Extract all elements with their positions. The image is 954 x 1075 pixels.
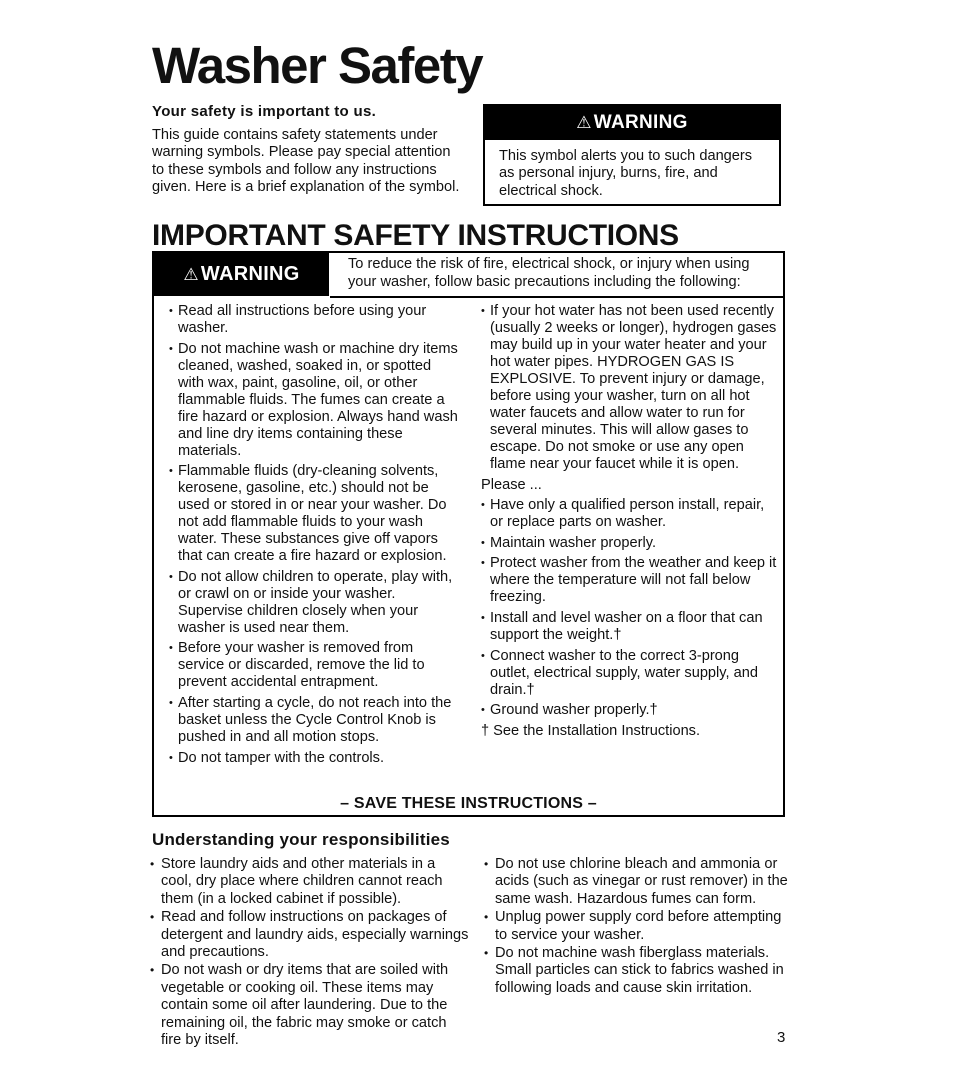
- list-item: • Do not allow children to operate, play with, or crawl on or inside your washer. Supervise children closely when your washer is used near them.: [169, 569, 459, 637]
- list-item: • Maintain washer properly.: [481, 535, 777, 552]
- list-item: • Unplug power supply cord before attempting to service your washer.: [484, 909, 790, 944]
- list-item: • Do not machine wash fiberglass materials. Small particles can stick to fabrics washed in following loads and cause skin irritation.: [484, 945, 790, 997]
- list-item: • Do not wash or dry items that are soiled with vegetable or cooking oil. These items may contain some oil after laundering. Due to the remaining oil, the fabric may smoke or catch fire by itself.: [150, 962, 470, 1049]
- important-warning-banner: [154, 253, 329, 296]
- list-item: • Ground washer properly.†: [481, 702, 777, 719]
- warning-triangle-icon: ⚠: [183, 264, 199, 284]
- page-title: Washer Safety: [152, 37, 483, 94]
- list-item: • Read and follow instructions on packages of detergent and laundry aids, especially warnings and precautions.: [150, 909, 470, 961]
- list-item: • After starting a cycle, do not reach into the basket unless the Cycle Control Knob is pushed in and all motion stops.: [169, 695, 459, 746]
- safety-right-column: [481, 303, 777, 743]
- list-item: • Connect washer to the correct 3-prong outlet, electrical supply, water supply, and drain.†: [481, 648, 777, 699]
- list-item: • Protect washer from the weather and keep it where the temperature will not fall below freezing.: [481, 555, 777, 606]
- list-item: • Before your washer is removed from service or discarded, remove the lid to prevent accidental entrapment.: [169, 640, 459, 691]
- warning-banner: [485, 106, 779, 140]
- list-item: • Do not machine wash or machine dry items cleaned, washed, soaked in, or spotted with wax, paint, gasoline, oil, or other flammable fluids. The fumes can create a fire hazard or explosion. Always hand wash and line dry items containing these materials.: [169, 341, 459, 460]
- list-item: • Do not use chlorine bleach and ammonia or acids (such as vinegar or rust remover) in the same wash. Hazardous fumes can form.: [484, 856, 790, 908]
- important-safety-heading: IMPORTANT SAFETY INSTRUCTIONS: [152, 219, 679, 252]
- please-label: Please ...: [481, 476, 542, 493]
- list-item: • If your hot water has not been used recently (usually 2 weeks or longer), hydrogen gases may build up in your water heater and your hot water pipes. HYDROGEN GAS IS EXPLOSIVE. To prevent injury or damage, before using your washer, turn on all hot water faucets and allow water to run for several minutes. This will allow gases to escape. Do not smoke or use any open flame near your faucet while it is open.: [481, 303, 777, 473]
- list-item: • Read all instructions before using your washer.: [169, 303, 459, 337]
- divider: [330, 296, 783, 298]
- responsibilities-right-column: [484, 856, 790, 998]
- warning-label: WARNING: [200, 263, 300, 285]
- warning-intro-text: To reduce the risk of fire, electrical shock, or injury when using your washer, follow basic precautions including the following:: [348, 256, 750, 290]
- list-item: • Install and level washer on a floor that can support the weight.†: [481, 610, 777, 644]
- intro-heading: Your safety is important to us.: [152, 103, 377, 120]
- responsibilities-heading: Understanding your responsibilities: [152, 830, 450, 849]
- list-item: • Have only a qualified person install, repair, or replace parts on washer.: [481, 497, 777, 531]
- page-number: 3: [777, 1029, 786, 1046]
- safety-left-column: [169, 303, 459, 770]
- warning-symbol-box: [483, 104, 781, 206]
- intro-text: This guide contains safety statements under warning symbols. Please pay special attention to these symbols and follow any instructions given. Here is a brief explanation of the symbol.: [152, 127, 460, 195]
- list-item: • Flammable fluids (dry-cleaning solvents, kerosene, gasoline, etc.) should not be used or stored in or near your washer. Do not add flammable fluids to your wash water. These substances give off vapors that can create a fire hazard or explosion.: [169, 463, 459, 565]
- list-item: • Do not tamper with the controls.: [169, 750, 459, 767]
- warning-description: This symbol alerts you to such dangers as personal injury, burns, fire, and electrical shock.: [499, 148, 753, 199]
- footnote: † See the Installation Instructions.: [481, 722, 701, 739]
- list-item: • Store laundry aids and other materials in a cool, dry place where children cannot reach them (in a locked cabinet if possible).: [150, 856, 470, 908]
- warning-label: WARNING: [593, 112, 688, 133]
- responsibilities-left-column: [150, 856, 470, 1050]
- save-instructions-banner: – SAVE THESE INSTRUCTIONS –: [340, 795, 597, 812]
- warning-triangle-icon: ⚠: [576, 113, 592, 132]
